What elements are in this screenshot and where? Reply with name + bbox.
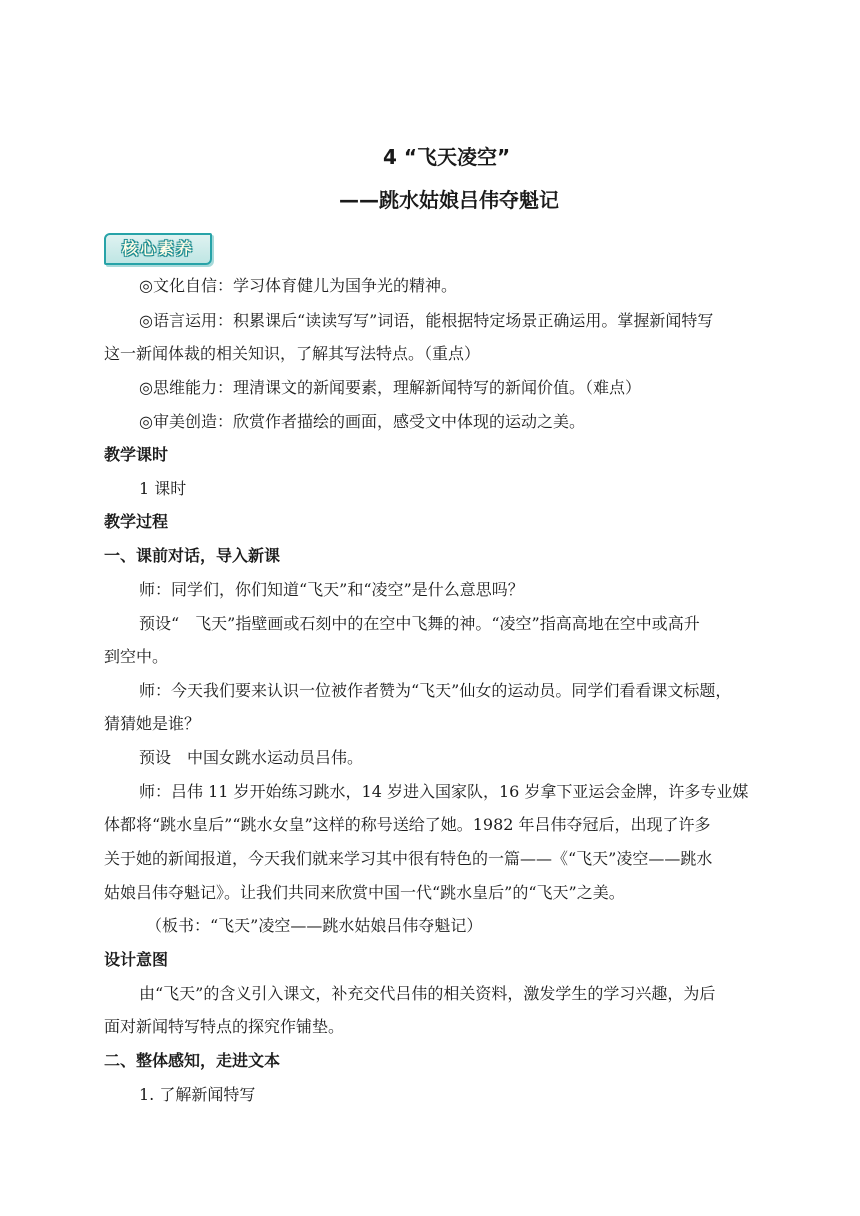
teaching-hours-value: 1 课时 (139, 479, 187, 498)
section-heading-2: 二、整体感知，走进文本 (104, 1051, 281, 1070)
lesson-subtitle: ——跳水姑娘吕伟夺魁记 (339, 188, 559, 212)
objective-culture: ◎文化自信：学习体育健儿为国争光的精神。 (139, 276, 457, 295)
paragraph-line: 体都将“跳水皇后”“跳水女皇”这样的称号送给了她。1982 年吕伟夺冠后，出现了许多 (104, 815, 711, 834)
paragraph-line: 关于她的新闻报道，今天我们就来学习其中很有特色的一篇——《“飞天”凌空——跳水 (104, 849, 713, 868)
paragraph-line: 到空中。 (104, 647, 169, 666)
objective-language: ◎语言运用：积累课后“读读写写”词语，能根据特定场景正确运用。掌握新闻特写 (139, 311, 714, 330)
section-heading-1: 一、课前对话，导入新课 (104, 546, 281, 565)
paragraph-line: 猜猜她是谁？ (104, 714, 201, 733)
paragraph-line: 预设 中国女跳水运动员吕伟。 (139, 748, 364, 767)
objective-language-cont: 这一新闻体裁的相关知识，了解其写法特点。（重点） (104, 344, 481, 363)
paragraph-line: 面对新闻特写特点的探究作铺垫。 (104, 1017, 345, 1036)
lesson-title: 4 “飞天凌空” (383, 145, 511, 169)
board-note: （板书：“飞天”凌空——跳水姑娘吕伟夺魁记） (146, 916, 483, 935)
heading-teaching-process: 教学过程 (104, 512, 169, 531)
objective-aesthetic: ◎审美创造：欣赏作者描绘的画面，感受文中体现的运动之美。 (139, 412, 585, 431)
heading-teaching-hours: 教学课时 (104, 445, 169, 464)
subsection-heading: 1. 了解新闻特写 (139, 1085, 256, 1104)
paragraph-line: 姑娘吕伟夺魁记》。让我们共同来欣赏中国一代“跳水皇后”的“飞天”之美。 (104, 883, 625, 902)
objective-thinking: ◎思维能力：理清课文的新闻要素，理解新闻特写的新闻价值。（难点） (139, 378, 641, 397)
paragraph-line: 师：同学们，你们知道“飞天”和“凌空”是什么意思吗？ (139, 580, 524, 599)
paragraph-line: 师：今天我们要来认识一位被作者赞为“飞天”仙女的运动员。同学们看看课文标题， (139, 681, 732, 700)
paragraph-line: 由“飞天”的含义引入课文，补充交代吕伟的相关资料，激发学生的学习兴趣，为后 (139, 984, 716, 1003)
core-literacy-badge (104, 233, 212, 265)
badge-label: 核心素养 (121, 239, 194, 258)
paragraph-line: 预设“ 飞天”指壁画或石刻中的在空中飞舞的神。“凌空”指高高地在空中或高升 (139, 614, 700, 633)
paragraph-line: 师：吕伟 11 岁开始练习跳水，14 岁进入国家队，16 岁拿下亚运会金牌，许多专业媒 (139, 782, 749, 801)
heading-design-intent: 设计意图 (104, 950, 169, 969)
